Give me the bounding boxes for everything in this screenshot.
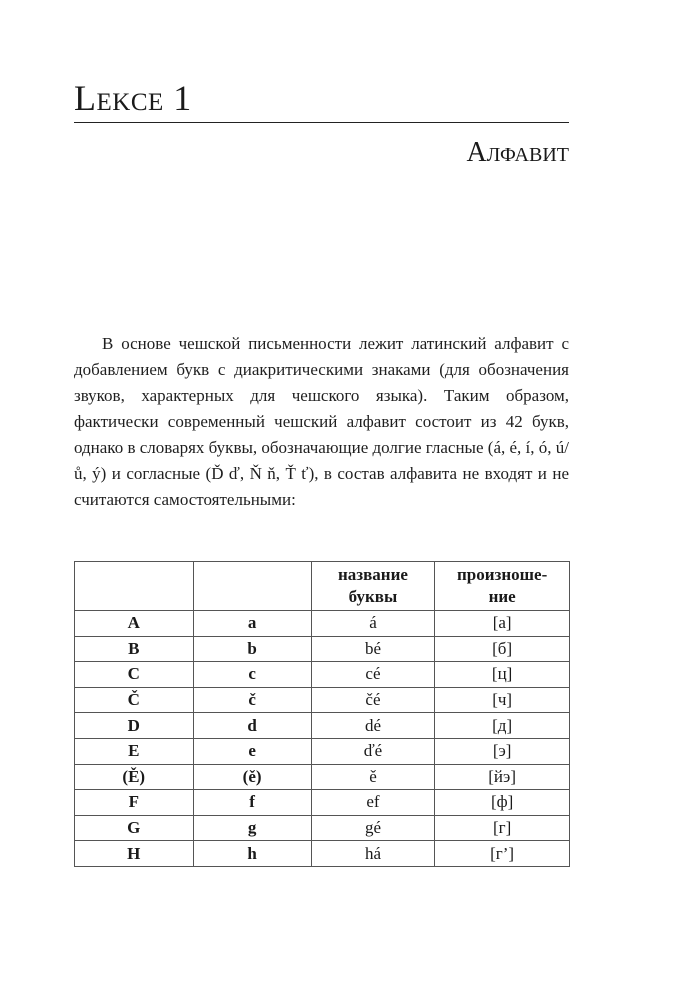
letter-name: dé (311, 713, 435, 739)
letter-name: čé (311, 687, 435, 713)
lowercase-letter: c (193, 662, 311, 688)
table-row (75, 713, 570, 739)
letter-name: há (311, 841, 435, 867)
uppercase-letter: H (75, 841, 194, 867)
letter-name: bé (311, 636, 435, 662)
uppercase-letter: B (75, 636, 194, 662)
header-lowercase (193, 562, 311, 611)
letter-name: ě (311, 764, 435, 790)
letter-name: gé (311, 815, 435, 841)
pronunciation: [г] (435, 815, 570, 841)
uppercase-letter: C (75, 662, 194, 688)
table-row (75, 764, 570, 790)
letter-name: á (311, 611, 435, 637)
table-row (75, 687, 570, 713)
lowercase-letter: d (193, 713, 311, 739)
table-row (75, 815, 570, 841)
lowercase-letter: f (193, 790, 311, 816)
table-row (75, 662, 570, 688)
pronunciation: [ф] (435, 790, 570, 816)
intro-paragraph: В основе чешской письменности лежит латинский алфавит с добавлением букв с диакритическими знаками (для обозначения звуков, характерных для чешского языка). Таким образом, фактически современный чешский алфавит состоит из 42 букв, однако в словарях буквы, обозначающие долгие гласные (á, é, í, ó, ú/ů, ý) и согласные (Ď ď, Ň ň, Ť ť), в состав алфавита не входят и не считаются самостоятельными: (74, 334, 569, 509)
lowercase-letter: a (193, 611, 311, 637)
pronunciation: [б] (435, 636, 570, 662)
header-letter-name: название буквы (311, 562, 435, 611)
uppercase-letter: E (75, 738, 194, 764)
pronunciation: [д] (435, 713, 570, 739)
pronunciation: [э] (435, 738, 570, 764)
uppercase-letter: A (75, 611, 194, 637)
table-row (75, 611, 570, 637)
table-row (75, 841, 570, 867)
uppercase-letter: Č (75, 687, 194, 713)
letter-name: ef (311, 790, 435, 816)
table-header-row (75, 562, 570, 611)
section-title: Алфавит (466, 137, 569, 168)
header-uppercase (75, 562, 194, 611)
title-divider (74, 122, 569, 123)
table-row (75, 790, 570, 816)
letter-name: ďé (311, 738, 435, 764)
header-pronunciation: произноше- ние (435, 562, 570, 611)
uppercase-letter: (Ě) (75, 764, 194, 790)
lowercase-letter: g (193, 815, 311, 841)
lowercase-letter: č (193, 687, 311, 713)
uppercase-letter: D (75, 713, 194, 739)
table-row (75, 738, 570, 764)
lowercase-letter: b (193, 636, 311, 662)
pronunciation: [а] (435, 611, 570, 637)
table-row (75, 636, 570, 662)
pronunciation: [йэ] (435, 764, 570, 790)
uppercase-letter: G (75, 815, 194, 841)
pronunciation: [г’] (435, 841, 570, 867)
pronunciation: [ч] (435, 687, 570, 713)
uppercase-letter: F (75, 790, 194, 816)
lesson-title: Lekce 1 (74, 78, 192, 118)
letter-name: cé (311, 662, 435, 688)
alphabet-table (74, 561, 570, 867)
lowercase-letter: (ě) (193, 764, 311, 790)
pronunciation: [ц] (435, 662, 570, 688)
lowercase-letter: h (193, 841, 311, 867)
lowercase-letter: e (193, 738, 311, 764)
